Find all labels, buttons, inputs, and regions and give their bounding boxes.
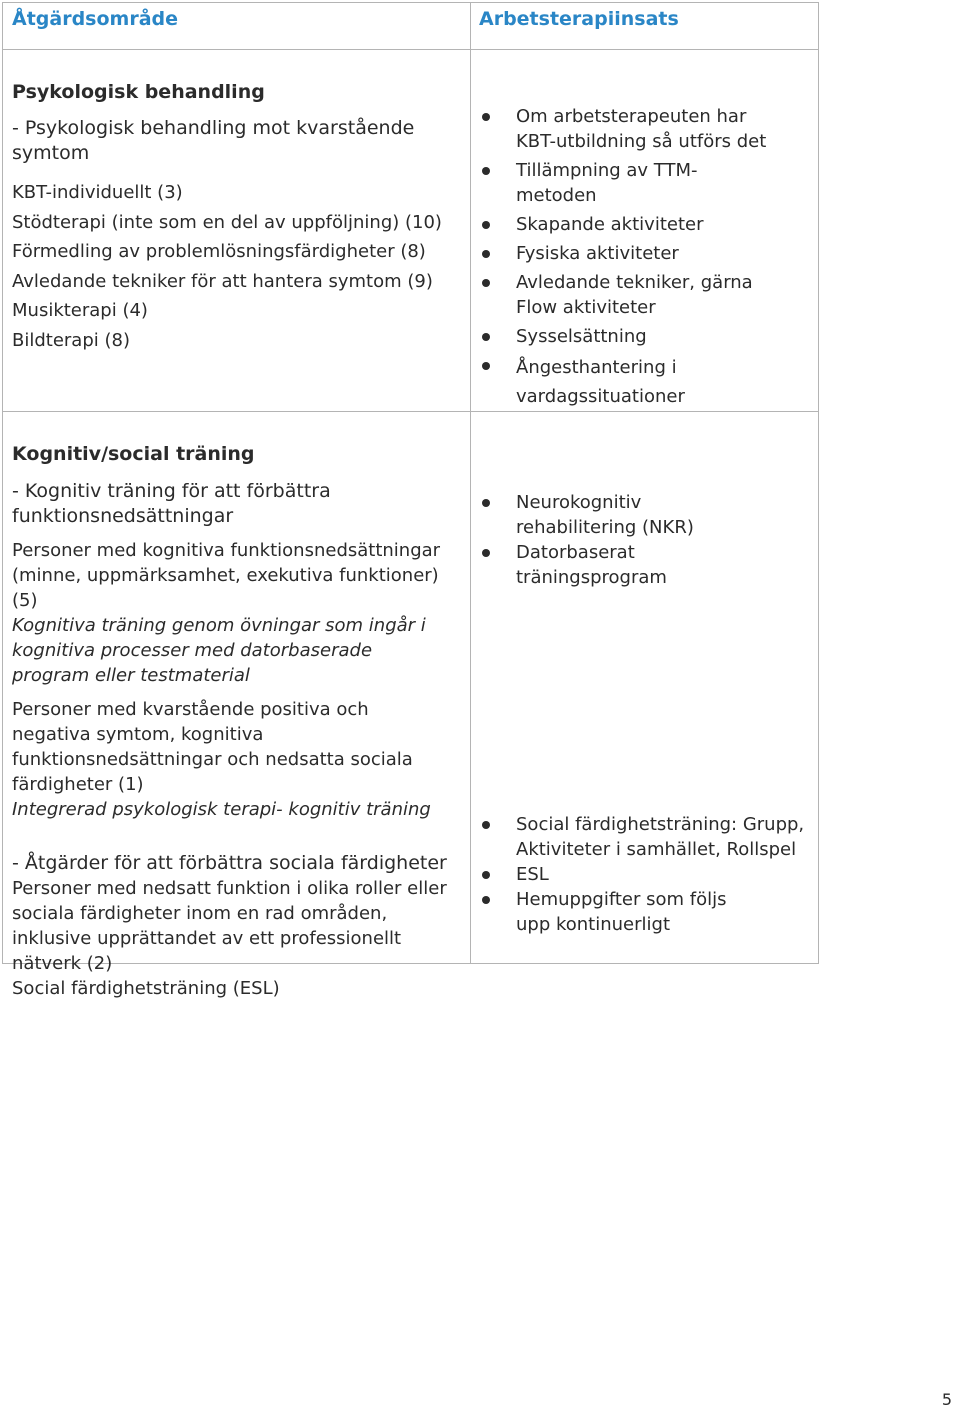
section-title: Kognitiv/social träning [12,443,255,465]
paragraph: Personer med nedsatt funktion i olika roller eller sociala färdigheter inom en rad områden, inklusive upprättandet av ett professionellt nätverk (2) [12,878,447,974]
bullet-item: ESL [480,862,790,887]
header-divider [3,49,818,50]
paragraph-italic: Kognitiva träning genom övningar som ingår i kognitiva processer med datorbaserade program eller testmaterial [12,615,426,686]
list-item: KBT-individuellt (3) [12,182,183,203]
bullet-icon [482,167,490,175]
bullet-item: Social färdighetsträning: Grupp, Aktiviteter i samhället, Rollspel [480,812,806,862]
bullet-item: Avledande tekniker, gärna Flow aktiviteter [480,270,770,320]
column-header-intervention: Arbetsterapiinsats [479,8,679,30]
bullet-item: Skapande aktiviteter [480,212,770,237]
bullet-icon [482,499,490,507]
bullet-item: Sysselsättning [480,324,770,349]
paragraph: Personer med kognitiva funktionsnedsättningar (minne, uppmärksamhet, exekutiva funktioner) (5) [12,540,441,611]
section-subtitle: - Psykologisk behandling mot kvarstående symtom [12,117,415,164]
list-item: Bildterapi (8) [12,329,130,351]
bullet-item: Neurokognitiv rehabilitering (NKR) [480,490,766,540]
row-psychological-treatment-interventions [480,104,770,411]
row-cognitive-interventions [480,490,780,590]
bullet-icon [482,279,490,287]
bullet-item: Fysiska aktiviteter [480,241,770,266]
bullet-icon [482,896,490,904]
paragraph: Social färdighetsträning (ESL) [12,978,280,999]
bullet-icon [482,821,490,829]
bullet-icon [482,250,490,258]
bullet-icon [482,871,490,879]
bullet-item: Hemuppgifter som följs upp kontinuerligt [480,887,766,937]
list-item: Förmedling av problemlösningsfärdigheter (8) [12,241,426,262]
section-subtitle: - Åtgärder för att förbättra sociala färdigheter [12,852,447,874]
bullet-item: Ångesthantering i vardagssituationer [480,353,796,411]
page-number: 5 [941,1390,952,1409]
paragraph: Personer med kvarstående positiva och negativa symtom, kognitiva funktionsnedsättningar och nedsatta sociala färdigheter (1) [12,699,413,795]
row-psychological-treatment-area [12,79,462,355]
bullet-item: Tillämpning av TTM-metoden [480,158,770,208]
bullet-icon [482,549,490,557]
row-divider [3,411,818,412]
bullet-icon [482,113,490,121]
section-subtitle: - Kognitiv träning för att förbättra funktionsnedsättningar [12,480,331,527]
section-title: Psykologisk behandling [12,81,265,103]
column-header-area: Åtgärdsområde [12,8,179,30]
row-cognitive-social-area [12,441,462,1001]
bullet-icon [482,221,490,229]
bullet-item: Datorbaserat träningsprogram [480,540,780,590]
list-item: Musikterapi (4) [12,300,148,321]
bullet-icon [482,333,490,341]
bullet-icon [482,362,490,370]
bullet-item: Om arbetsterapeuten har KBT-utbildning så utförs det [480,104,770,154]
list-item: Stödterapi (inte som en del av uppföljning) (10) [12,211,442,233]
column-divider [470,3,471,963]
paragraph-italic: Integrerad psykologisk terapi- kognitiv träning [12,799,431,820]
row-social-interventions [480,812,805,937]
intervention-table [2,2,819,999]
list-item: Avledande tekniker för att hantera symtom (9) [12,270,433,292]
